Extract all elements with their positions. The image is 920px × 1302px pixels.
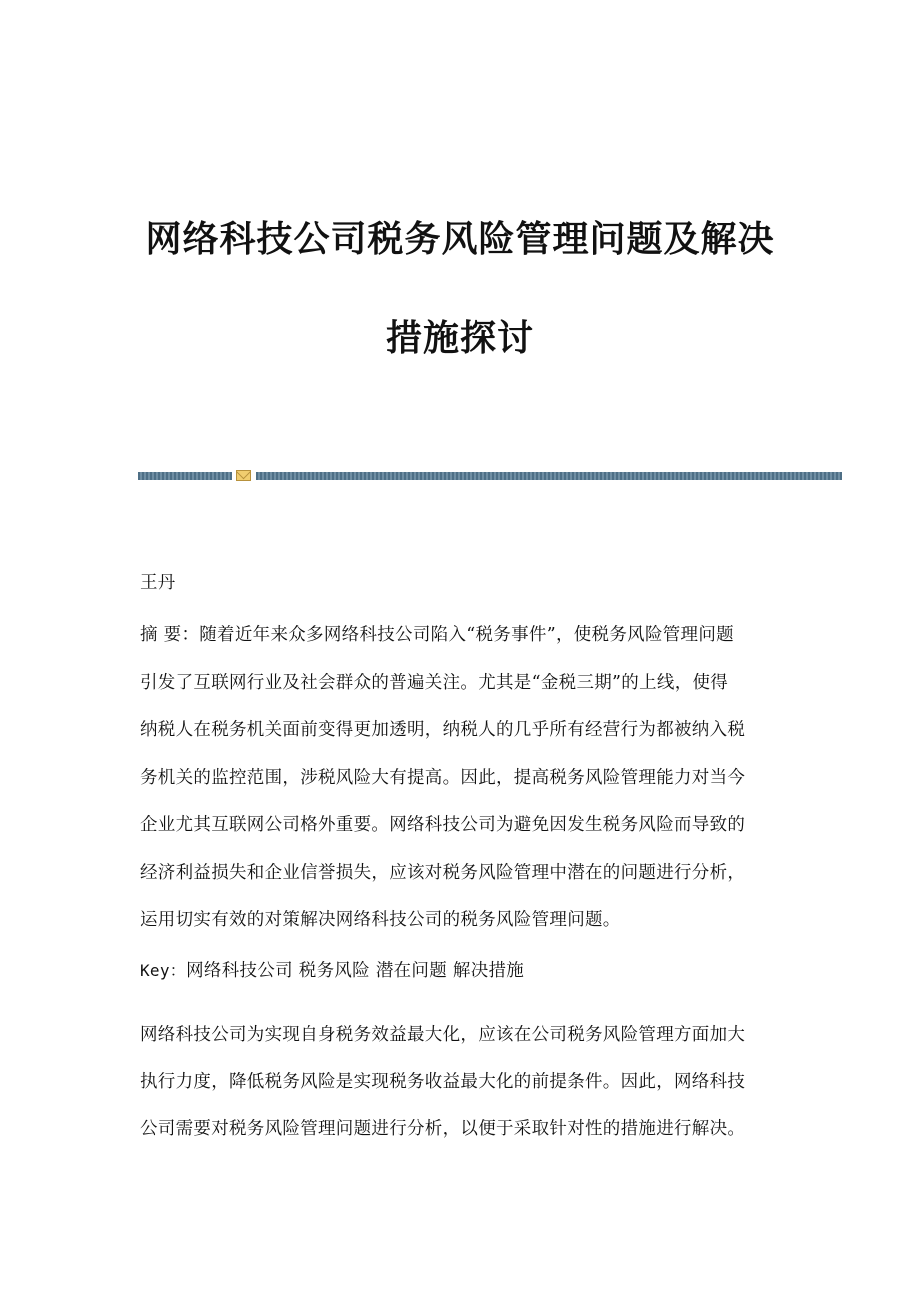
abstract-line: 务机关的监控范围，涉税风险大有提高。因此，提高税务风险管理能力对当今	[140, 767, 746, 788]
document-title-line-1: 网络科技公司税务风险管理问题及解决	[145, 219, 775, 260]
body-paragraph	[140, 1012, 800, 1153]
document-title-line-2: 措施探讨	[385, 318, 534, 359]
abstract	[140, 612, 800, 945]
divider-bar-right	[256, 472, 842, 480]
envelope-icon	[236, 470, 251, 481]
abstract-line: 运用切实有效的对策解决网络科技公司的税务风险管理问题。	[140, 910, 621, 930]
divider-bar-left	[138, 472, 232, 480]
keywords	[140, 957, 524, 982]
body-line: 执行力度，降低税务风险是实现税务收益最大化的前提条件。因此，网络科技	[140, 1072, 746, 1092]
title-divider	[138, 469, 842, 483]
keywords-text: 网络科技公司 税务风险 潜在问题 解决措施	[186, 961, 525, 981]
body-line: 公司需要对税务风险管理问题进行分析，以便于采取针对性的措施进行解决。	[140, 1119, 746, 1139]
author-name: 王丹	[140, 573, 176, 593]
keywords-label: Key：	[140, 961, 187, 980]
abstract-line: 引发了互联网行业及社会群众的普遍关注。尤其是“金税三期”的上线，使得	[140, 672, 729, 693]
abstract-line: 纳税人在税务机关面前变得更加透明，纳税人的几乎所有经营行为都被纳入税	[140, 720, 746, 740]
abstract-line: 企业尤其互联网公司格外重要。网络科技公司为避免因发生税务风险而导致的	[140, 815, 746, 835]
abstract-line: 摘 要：随着近年来众多网络科技公司陷入“税务事件”，使税务风险管理问题	[140, 625, 734, 645]
body-line: 网络科技公司为实现自身税务效益最大化，应该在公司税务风险管理方面加大	[140, 1025, 746, 1045]
abstract-line: 经济利益损失和企业信誉损失，应该对税务风险管理中潜在的问题进行分析，	[140, 862, 746, 883]
